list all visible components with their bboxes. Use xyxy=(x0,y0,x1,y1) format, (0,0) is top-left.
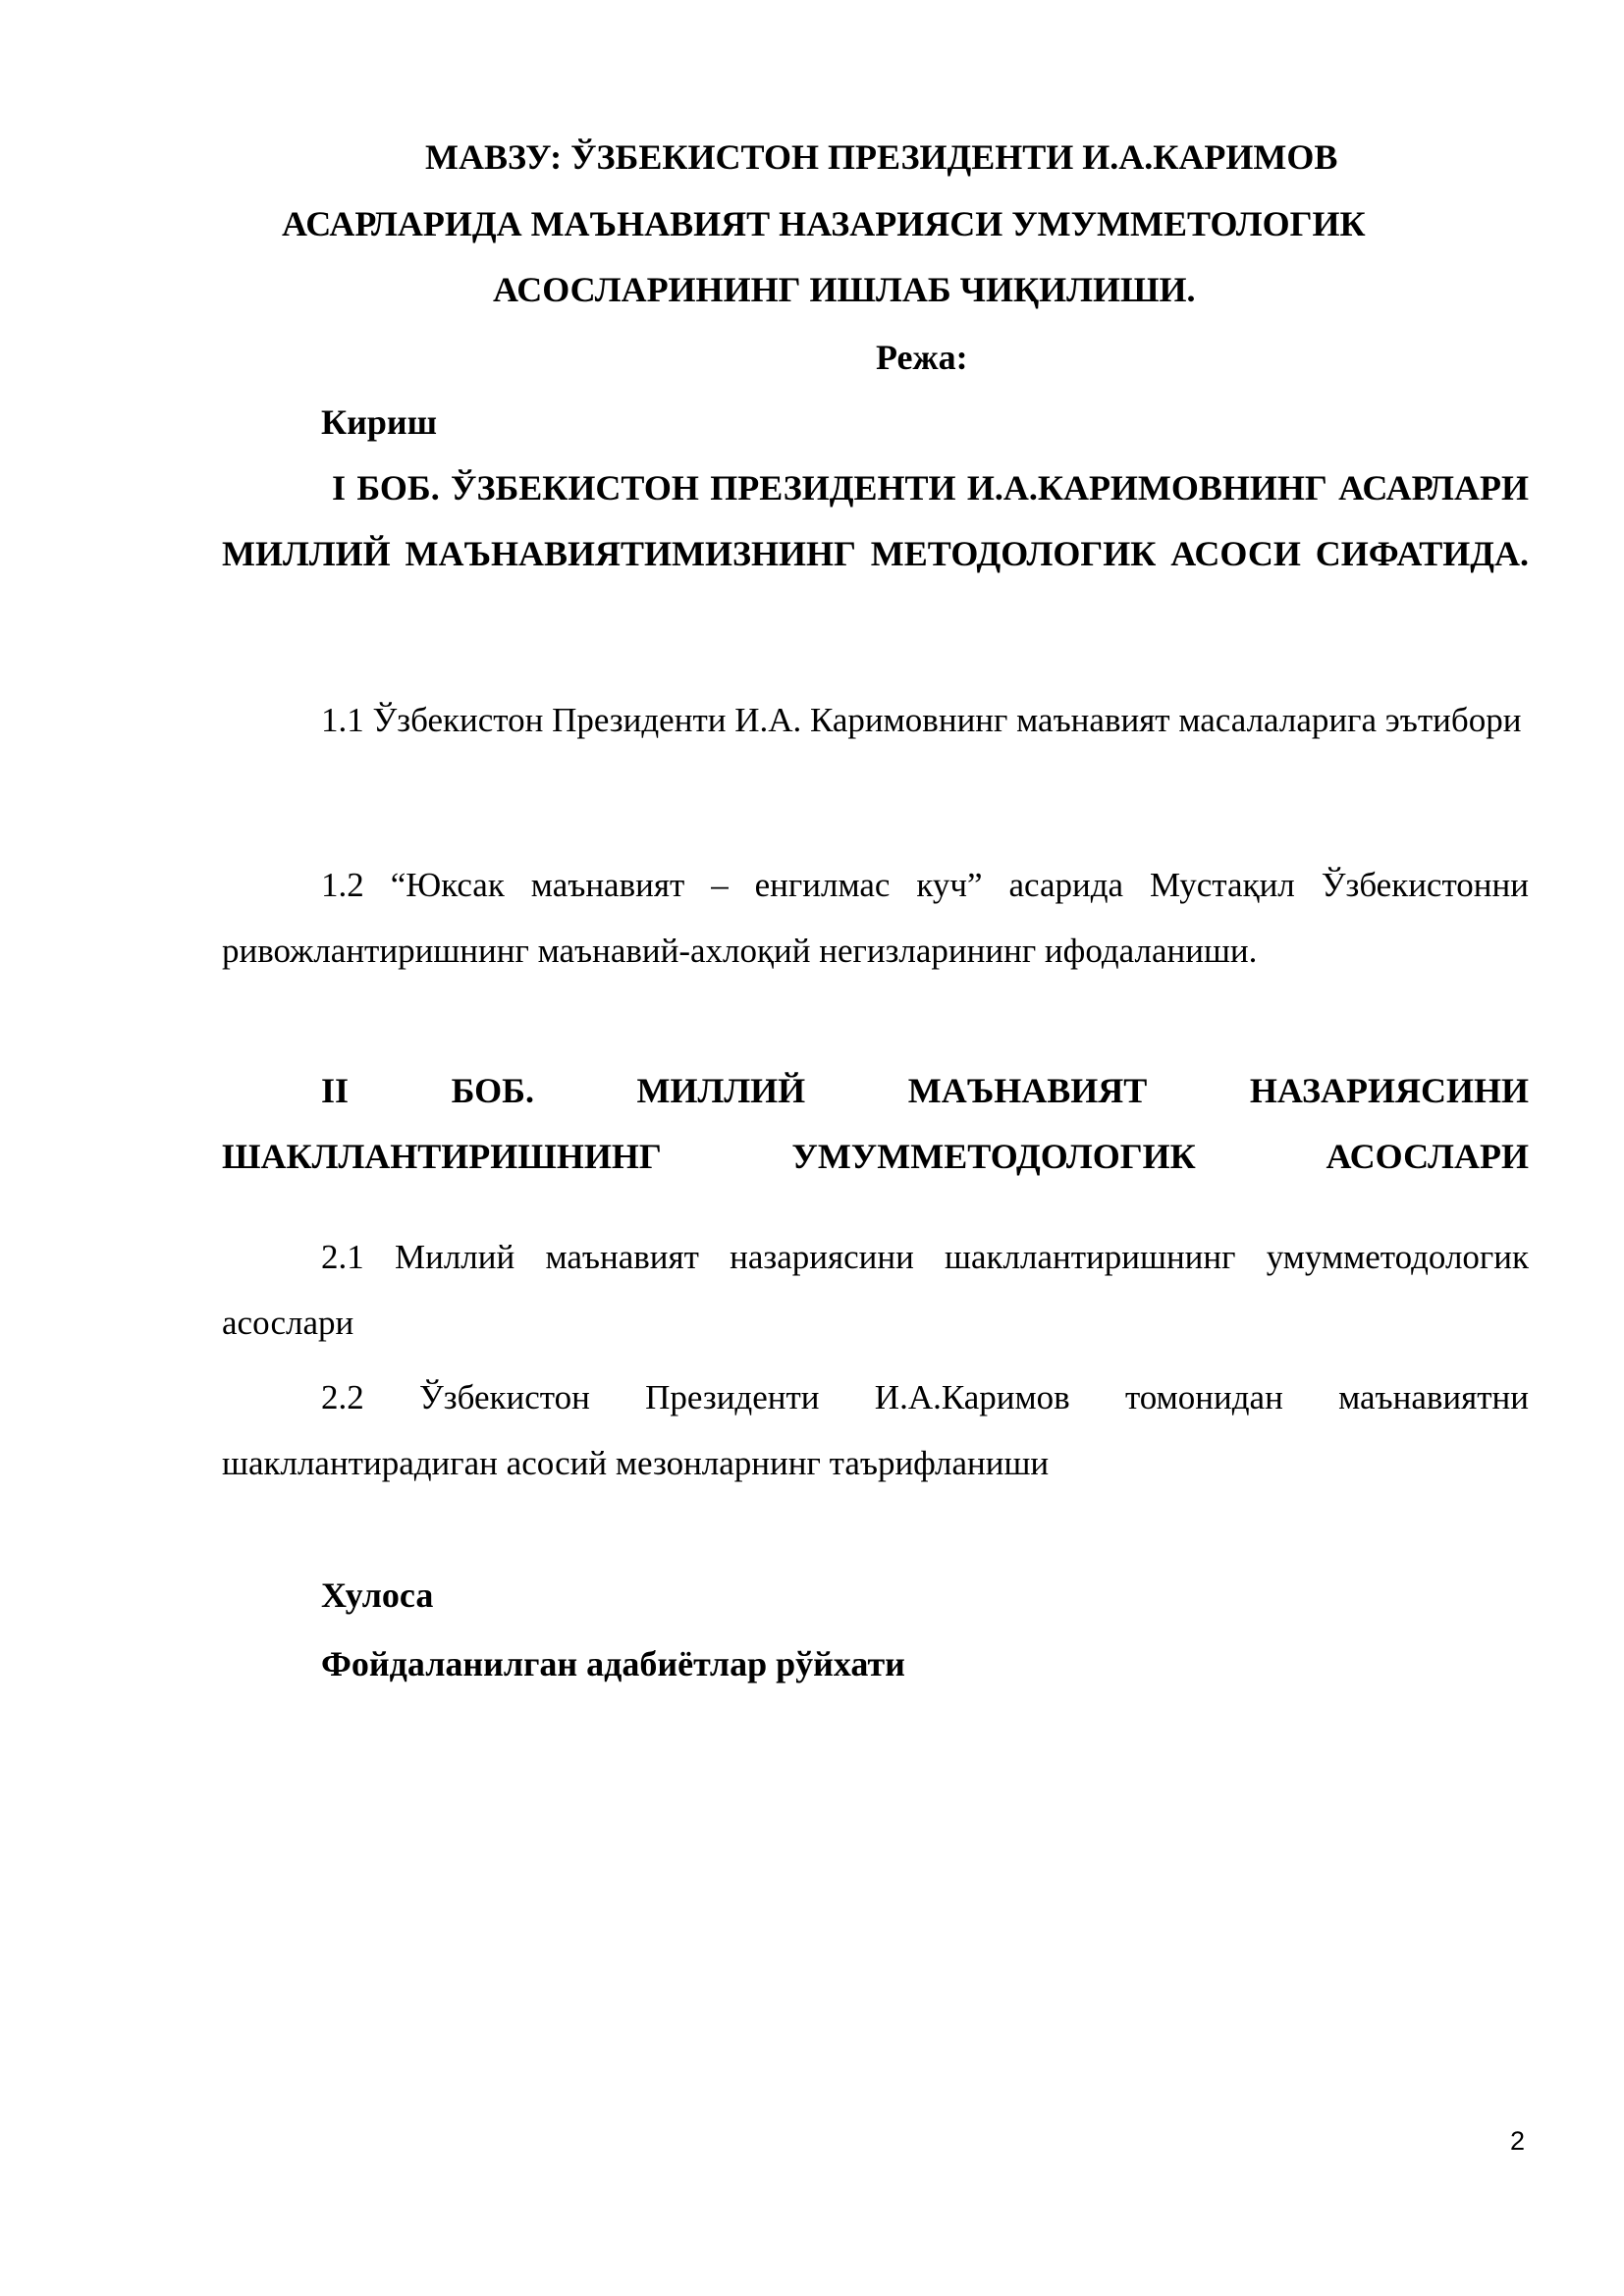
document-title-line-3: АСОСЛАРИНИНГ ИШЛАБ ЧИҚИЛИШИ. xyxy=(493,270,1196,309)
plan-label: Режа: xyxy=(876,338,968,377)
document-title-line-2: АСАРЛАРИДА МАЪНАВИЯТ НАЗАРИЯСИ УМУММЕТОЛОГИК xyxy=(282,204,1366,243)
intro-item: Кириш xyxy=(321,402,438,442)
section-2-2: 2.2 Ўзбекистон Президенти И.А.Каримов томонидан маънавиятни шакллантирадиган асосий мезонларнинг таърифланиши xyxy=(222,1378,1529,1482)
conclusion-item: Хулоса xyxy=(321,1575,434,1615)
chapter-2-heading: II БОБ. МИЛЛИЙ МАЪНАВИЯТ НАЗАРИЯСИНИ ШАКЛЛАНТИРИШНИНГ УМУММЕТОДОЛОГИК АСОСЛАРИ xyxy=(222,1071,1529,1176)
section-1-1: 1.1 Ўзбекистон Президенти И.А. Каримовнинг маънавият масалаларига эътибори xyxy=(321,701,1522,739)
references-item: Фойдаланилган адабиётлар рўйхати xyxy=(321,1644,905,1683)
section-2-1: 2.1 Миллий маънавият назариясини шакллантиришнинг умумметодологик асослари xyxy=(222,1238,1529,1342)
section-1-2: 1.2 “Юксак маънавият – енгилмас куч” асарида Мустақил Ўзбекистонни ривожлантиришнинг маънавий-ахлоқий негизларининг ифодаланиши. xyxy=(222,866,1529,970)
document-title-line-1: МАВЗУ: ЎЗБЕКИСТОН ПРЕЗИДЕНТИ И.А.КАРИМОВ xyxy=(425,137,1338,177)
page-number: 2 xyxy=(1510,2126,1526,2156)
chapter-1-heading: I БОБ. ЎЗБЕКИСТОН ПРЕЗИДЕНТИ И.А.КАРИМОВНИНГ АСАРЛАРИ МИЛЛИЙ МАЪНАВИЯТИМИЗНИНГ МЕТОДОЛОГИК АСОСИ СИФАТИДА. xyxy=(222,468,1529,573)
